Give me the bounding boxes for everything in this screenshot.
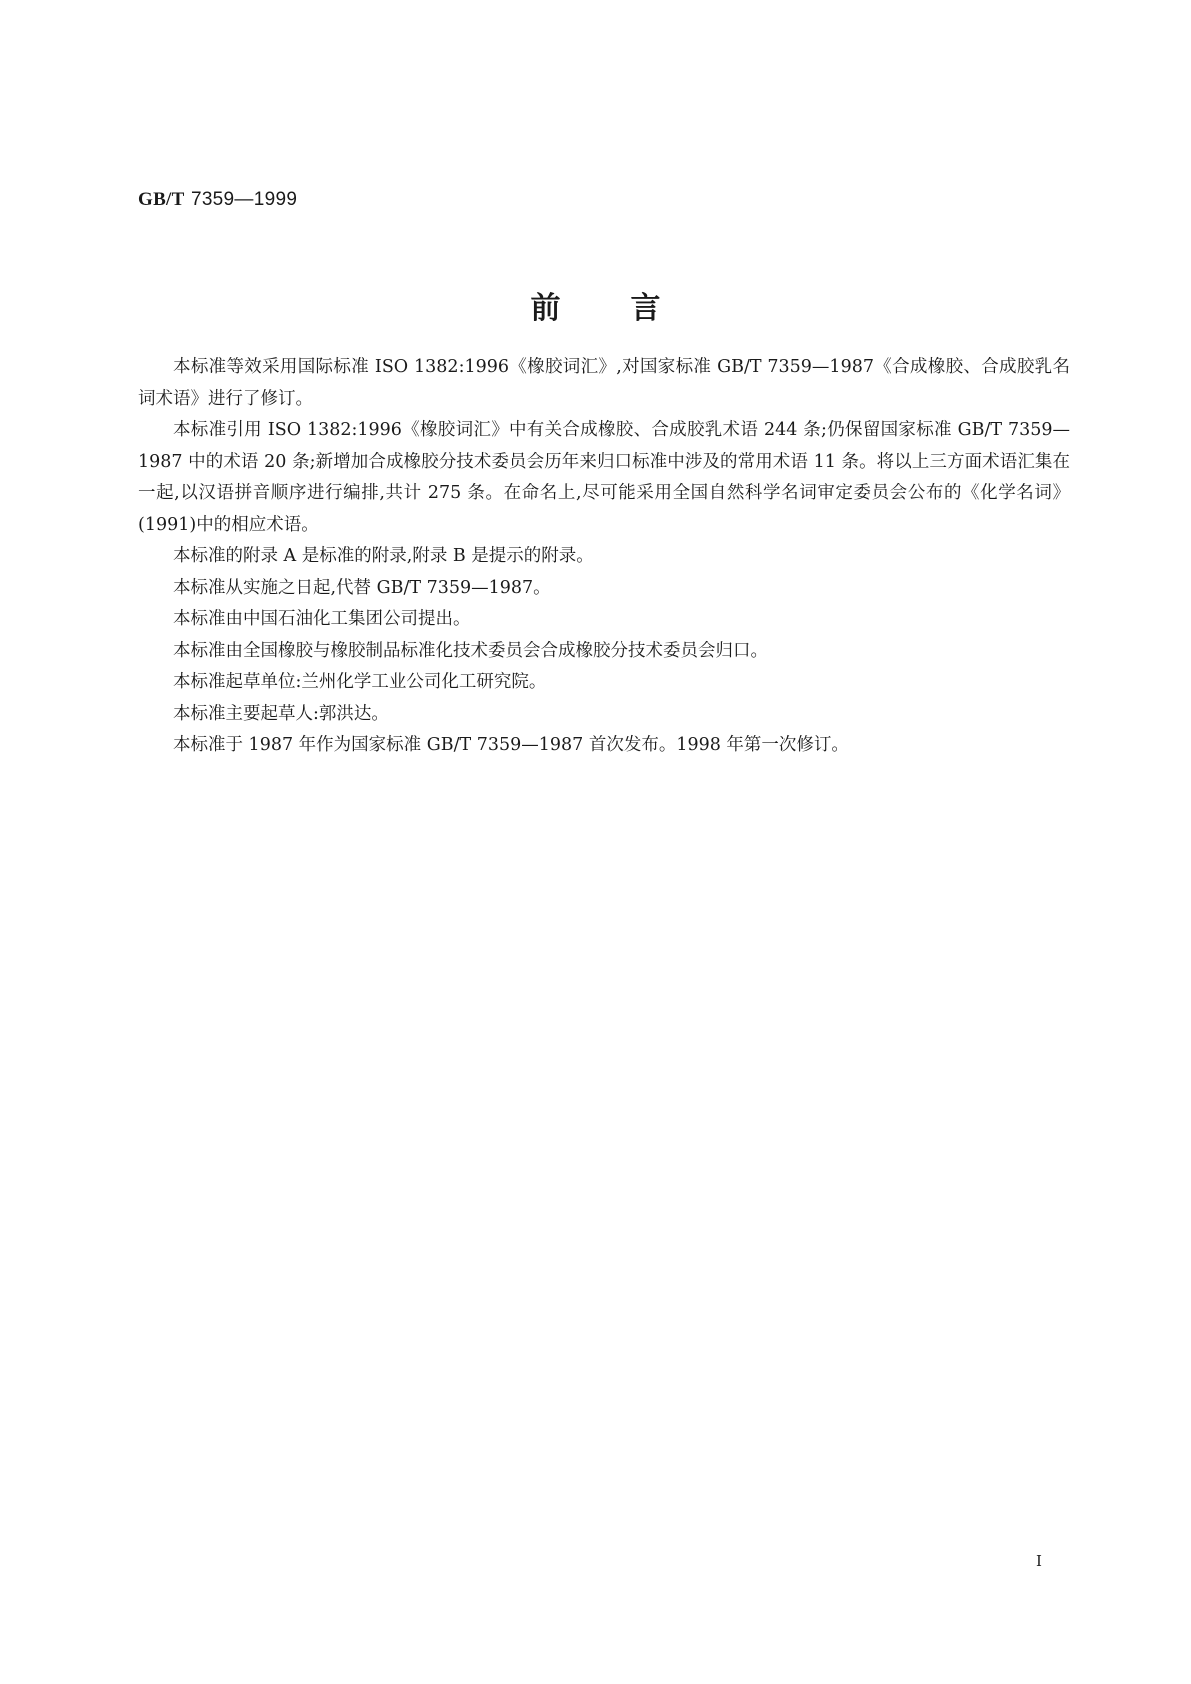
standard-code-header bbox=[138, 188, 297, 211]
page-number: I bbox=[1036, 1552, 1042, 1570]
foreword-body bbox=[138, 352, 1070, 762]
paragraph: 本标准等效采用国际标准 ISO 1382:1996《橡胶词汇》,对国家标准 GB/T 7359—1987《合成橡胶、合成胶乳名词术语》进行了修订。 bbox=[138, 357, 1070, 409]
paragraph: 本标准由中国石油化工集团公司提出。 bbox=[173, 609, 471, 629]
standard-code-number: 7359—1999 bbox=[190, 189, 298, 210]
standard-code-prefix: GB/T bbox=[138, 189, 185, 210]
paragraph: 本标准的附录 A 是标准的附录,附录 B 是提示的附录。 bbox=[173, 546, 594, 566]
paragraph: 本标准由全国橡胶与橡胶制品标准化技术委员会合成橡胶分技术委员会归口。 bbox=[173, 640, 768, 661]
page-title: 前言 bbox=[530, 291, 731, 326]
paragraph: 本标准从实施之日起,代替 GB/T 7359—1987。 bbox=[173, 577, 551, 598]
paragraph: 本标准起草单位:兰州化学工业公司化工研究院。 bbox=[173, 672, 547, 692]
paragraph: 本标准主要起草人:郭洪达。 bbox=[173, 703, 389, 724]
paragraph: 本标准引用 ISO 1382:1996《橡胶词汇》中有关合成橡胶、合成胶乳术语 244 条;仍保留国家标准 GB/T 7359—1987 中的术语 20 条;新增加合成橡胶分技术委员会历年来归口标准中涉及的常用术语 11 条。将以上三方面术语汇集在一起,以汉语拼音顺序进行编排,共计 275 条。在命名上,尽可能采用全国自然科学名词审定委员会公布的《化学名词》(1991)中的相应术语。 bbox=[138, 420, 1070, 535]
paragraph: 本标准于 1987 年作为国家标准 GB/T 7359—1987 首次发布。1998 年第一次修订。 bbox=[173, 735, 849, 755]
